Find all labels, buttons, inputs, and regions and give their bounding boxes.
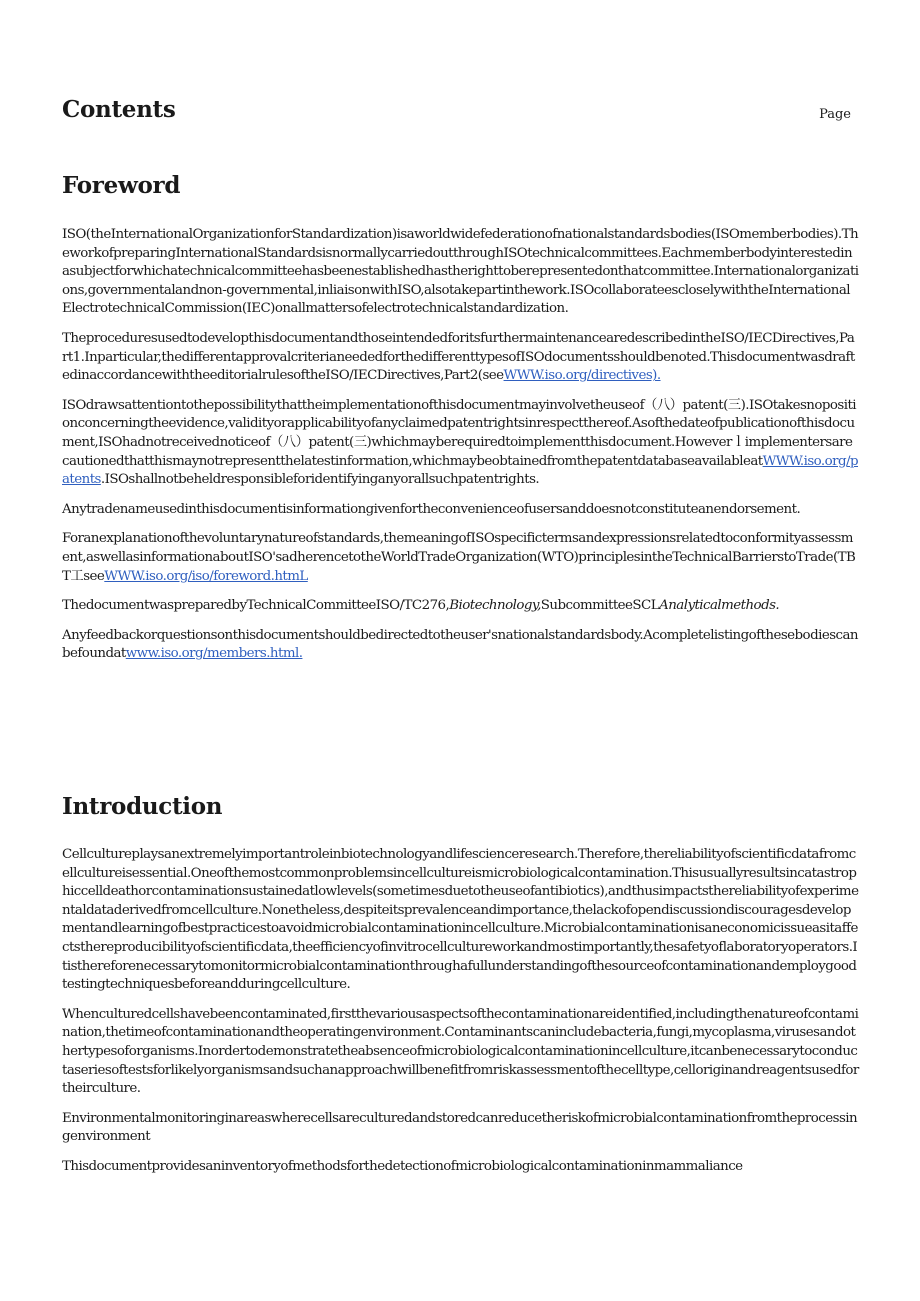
foreword-paragraph-2-text: TheproceduresusedtodevelopthisdocumentandthoseintendedforitsfurthermaintenancearedescribedintheISO/IECDirectives,Part1.Inparticular,thedifferentapprovalcriterianeededforthedifferenttypesofISOdocumentsshouldbenoted.ThisdocumentwasdraftedinaccordancewiththeeditorialrulesoftheISO/IECDirectives,Part2(see [62,330,855,384]
members-link[interactable]: www.iso.org/members.html. [125,646,303,662]
page-column-label: Page [819,107,851,122]
foreword-heading: Foreword [62,172,181,199]
committee-title: Biotechnology, [449,598,541,614]
committee-text: ThedocumentwaspreparedbyTechnicalCommitteeISO/TC276, [62,598,450,614]
foreword-info-link[interactable]: WWW.iso.org/iso/foreword.htmL [104,568,308,584]
introduction-paragraph-4: Thisdocumentprovidesaninventoryofmethodsforthedetectionofmicrobiologicalcontaminationinmammaliance [62,1158,743,1174]
foreword-paragraph-5-text: Foranexplanationofthevoluntarynatureofstandards,themeaningofISOspecifictermsandexpressionsrelatedtoconformityassessment,aswellasinformationaboutISO'sadherencetotheWorldTradeOrganization(WTO)principlesintheTechnicalBarrierstoTrade(TBT工see [62,531,856,584]
foreword-paragraph-1: ISO(theInternationalOrganizationforStandardization)isaworldwidefederationofnationalstandardsbodies(ISOmemberbodies).TheworkofpreparingInternationalStandardsisnormallycarriedoutthroughISOtechnicalcommittees.Eachmemberbodyinterestedinasubjectforwhichatechnicalcommitteehasbeenestablishedhastherighttoberepresentedonthatcommittee.Internationalorganizations,governmentalandnon-governmental,inliaisonwithISO,alsotakepartinthework.ISOcollaborateescloselywiththeInternationalElectrotechnicalCommission(IEC)onallmattersofelectrotechnicalstandardization. [62,227,859,317]
foreword-paragraph-3 [62,397,859,490]
introduction-section [62,846,859,1188]
subcommittee-title: Analyticalmethods. [659,598,780,614]
foreword-section [62,226,859,675]
foreword-paragraph-4: Anytradenameusedinthisdocumentisinformationgivenfortheconvenienceofusersanddoesnotconstituteanendorsement. [62,501,801,517]
introduction-paragraph-3: Environmentalmonitoringinareaswherecellsareculturedandstoredcanreducetheriskofmicrobialcontaminationfromtheprocessingenvironment [62,1110,858,1145]
foreword-paragraph-5 [62,530,859,586]
contents-title: Contents [62,96,176,123]
foreword-paragraph-2 [62,330,859,386]
foreword-paragraph-3-text: ISOdrawsattentiontothepossibilitythattheimplementationofthisdocumentmayinvolvetheuseof（八）patent(三).ISOtakesnopositionconcerningtheevidence,validityorapplicabilityofanyclaimedpatentrightsinrespectthereof.Asofthedateofpublicationofthisdocument,ISOhadnotreceivednoticeof（八）patent(三)whichmayberequiredtoimplementthisdocument.Howeverｌimplementersarecautionedthatthismaynotrepresentthelatestinformation,whichmaybeobtainedfromthepatentdatabaseavailableat [62,397,857,469]
introduction-heading: Introduction [62,793,223,820]
introduction-paragraph-2: Whenculturedcellshavebeencontaminated,firstthevariousaspectsofthecontaminationareidentified,includingthenatureofcontamination,thetimeofcontaminationandtheoperatingenvironment.Contaminantscanincludebacteria,fungi,mycoplasma,virusesandothertypesoforganisms.Inordertodemonstratetheabsenceofmicrobiologicalcontaminationincellculture,itcanbenecessarytoconductaseriesoftestsforlikelyorganismsandsuchanapproachwillbenefitfromriskassessmentofthecelltype,celloriginandreagentsusedfortheirculture. [62,1006,859,1097]
directives-link[interactable]: WWW.iso.org/directives). [503,368,661,384]
subcommittee-text: SubcommitteeSCL [540,598,660,614]
patents-link[interactable]: WWW.iso.org/patents [62,453,859,488]
foreword-paragraph-7-text: Anyfeedbackorquestionsonthisdocumentshouldbedirectedtotheuser'snationalstandardsbody.Acompletelistingofthesebodiescanbefoundat [62,627,858,662]
foreword-paragraph-6 [62,597,859,616]
foreword-paragraph-3-tail: .ISOshallnotbeheldresponsibleforidentifyinganyorallsuchpatentrights. [100,472,540,488]
foreword-paragraph-7 [62,627,859,664]
contents-header [62,96,859,132]
introduction-paragraph-1: Cellcultureplaysanextremelyimportantroleinbiotechnologyandlifescienceresearch.Therefore,thereliabilityofscientificdatafromcellcultureisessential.Oneofthemostcommonproblemsincellcultureismicrobiologicalcontamination.Thisusuallyresultsincatastrophiccelldeathorcontaminationsustainedatlowlevels(sometimesduetotheuseofantibiotics),andthusimpactsthereliabilityofexperimentaldataderivedfromcellculture.Nonetheless,despiteitsprevalenceandimportance,thelackofopendiscussiondiscouragesdevelopmentandlearningofbestpracticestoavoidmicrobialcontaminationincellculture.Microbialcontaminationisaneconomicissueasitaffectsthereproducibilityofscientificdata,theefficiencyofinvitrocellcultureworkandmostimportantly,thesafetyoflaboratoryoperators.Itisthereforenecessarytomonitormicrobialcontaminationthroughafullunderstandingofthesourceofcontaminationandemploygoodtestingtechniquesbeforeandduringcellculture. [62,847,859,993]
